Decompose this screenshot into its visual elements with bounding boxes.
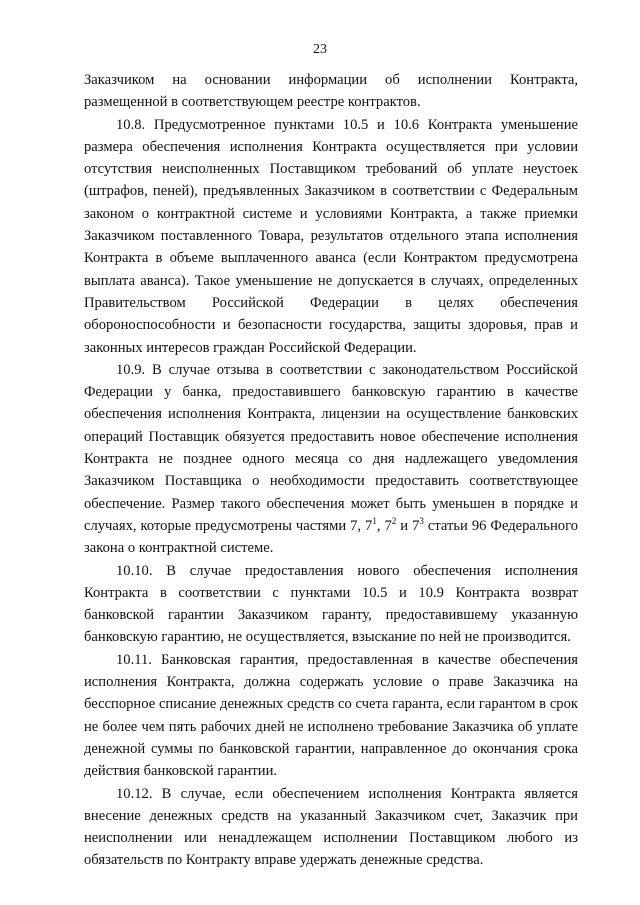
page-number: 23 [313, 42, 327, 57]
paragraph-10-11: 10.11. Банковская гарантия, предоставленная в качестве обеспечения исполнения Контракта, должна содержать условие о праве Заказчика на бесспорное списание денежных средств со счета гаранта, если гарантом в срок не более чем пять рабочих дней не исполнено требование Заказчика об уплате денежной суммы по банковской гарантии, направленное до окончания срока действия банковской гарантии. [84, 651, 578, 780]
document-body [84, 69, 578, 872]
paragraph-continuation: Заказчиком на основании информации об исполнении Контракта, размещенной в соответствующем реестре контрактов. [84, 72, 578, 111]
paragraph-10-9-mid2: и 7 [396, 517, 420, 534]
paragraph-10-9-text-after: статьи 96 Федерального закона о контрактной системе. [84, 517, 578, 557]
paragraph-10-12: 10.12. В случае, если обеспечением исполнения Контракта является внесение денежных средств на указанный Заказчиком счет, Заказчик при неисполнении или ненадлежащем исполнении Поставщиком любого из обязательств по Контракту вправе удержать денежные средства. [84, 785, 578, 869]
superscript-3: 3 [419, 516, 424, 527]
superscript-2: 2 [391, 516, 397, 527]
paragraph-10-8: 10.8. Предусмотренное пунктами 10.5 и 10.6 Контракта уменьшение размера обеспечения исполнения Контракта осуществляется при условии отсутствия неисполненных Поставщиком требований об уплате неустоек (штрафов, пеней), предъявленных Заказчиком в соответствии с Федеральным законом о контрактной системе и условиями Контракта, а также приемки Заказчиком поставленного Товара, результатов отдельного этапа исполнения Контракта в объеме выплаченного аванса (если Контрактом предусмотрена выплата аванса). Такое уменьшение не допускается в случаях, определенных Правительством Российской Федерации в целях обеспечения обороноспособности и безопасности государства, защиты здоровья, прав и законных интересов граждан Российской Федерации. [84, 116, 578, 356]
paragraph-10-10: 10.10. В случае предоставления нового обеспечения исполнения Контракта в соответствии с пунктами 10.5 и 10.9 Контракта возврат банковской гарантии Заказчиком гаранту, предоставившему указанную банковскую гарантию, не осуществляется, взыскание по ней не производится. [84, 562, 578, 646]
paragraph-10-9 [84, 359, 578, 560]
paragraph-10-9-text-before: 10.9. В случае отзыва в соответствии с законодательством Российской Федерации у банка, предоставившего банковскую гарантию в качестве обеспечения исполнения Контракта, лицензии на осуществление банковских операций Поставщик обязуется предоставить новое обеспечение исполнения Контракта не позднее одного месяца со дня надлежащего уведомления Заказчиком Поставщика о необходимости предоставить соответствующее обеспечение. Размер такого обеспечения может быть уменьшен в порядке и случаях, которые предусмотрены частями 7, 7 [84, 361, 578, 534]
superscript-1: 1 [372, 516, 377, 527]
paragraph-10-9-mid1: , 7 [376, 517, 392, 534]
